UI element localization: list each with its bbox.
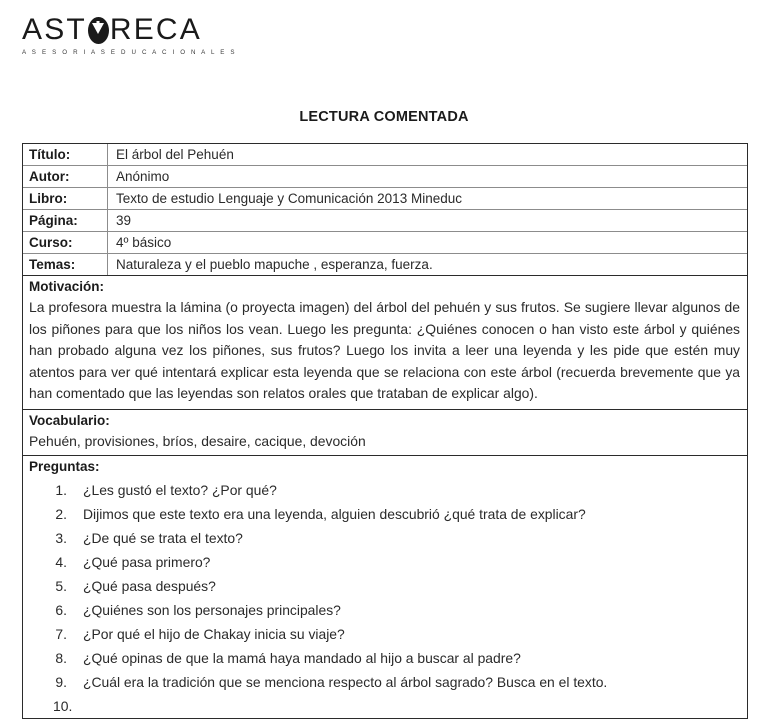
- row-value-pagina: 39: [116, 213, 132, 228]
- list-item-number: 1.: [55, 482, 67, 498]
- list-item: [23, 598, 747, 622]
- row-label-titulo: Título:: [23, 144, 108, 165]
- list-item-text: ¿Qué pasa primero?: [83, 554, 211, 570]
- row-label-pagina: Página:: [23, 210, 108, 231]
- astoreca-logo: [22, 13, 237, 56]
- section-heading-vocabulario: Vocabulario:: [29, 412, 110, 428]
- list-item: [23, 502, 747, 526]
- list-item-number: 4.: [55, 554, 67, 570]
- list-item-text: ¿Qué opinas de que la mamá haya mandado al hijo a buscar al padre?: [83, 650, 521, 666]
- section-heading-preguntas: Preguntas:: [29, 459, 100, 474]
- list-item: [23, 670, 747, 694]
- preguntas-list: [23, 476, 747, 718]
- section-text-motivacion: La profesora muestra la lámina (o proyecta imagen) del árbol del pehuén y sus frutos. Se sugiere llevar algunos de los piñones para que los niños los vean. Luego les pregunta: ¿Quiénes conocen o han visto este árbol y quiénes han probado alguna vez los piñones, sus frutos? Luego los invita a leer una leyenda y les pide que estén muy atentos para ver qué intentará explicar esta leyenda que se relaciona con este árbol (recuerda brevemente que ya han comentado que las leyendas son relatos orales que trataban de explicar algo).: [29, 299, 740, 401]
- table-row-titulo: [23, 144, 747, 166]
- list-item-number: 6.: [55, 602, 67, 618]
- row-value-curso: 4º básico: [116, 235, 172, 250]
- row-value-temas: Naturaleza y el pueblo mapuche , esperanza, fuerza.: [116, 257, 433, 272]
- section-heading-motivacion: Motivación:: [29, 279, 105, 294]
- list-item-number: 9.: [55, 674, 67, 690]
- list-item-number: 3.: [55, 530, 67, 546]
- logo-word-after: RECA: [109, 13, 202, 46]
- list-item-number: 10.: [53, 698, 73, 714]
- row-value-titulo: El árbol del Pehuén: [116, 147, 234, 162]
- list-item-text: ¿Les gustó el texto? ¿Por qué?: [83, 482, 277, 498]
- list-item-number: 2.: [55, 506, 67, 522]
- list-item-number: 5.: [55, 578, 67, 594]
- list-item-text: ¿Qué pasa después?: [83, 578, 216, 594]
- section-motivacion: [23, 276, 747, 410]
- list-item: [23, 550, 747, 574]
- section-text-vocabulario: Pehuén, provisiones, bríos, desaire, cacique, devoción: [29, 432, 366, 449]
- table-row-pagina: [23, 210, 747, 232]
- row-value-autor: Anónimo: [116, 169, 170, 184]
- section-vocabulario: [23, 410, 747, 457]
- section-preguntas: [23, 456, 747, 718]
- row-label-curso: Curso:: [23, 232, 108, 253]
- list-item: [23, 526, 747, 550]
- row-value-libro: Texto de estudio Lenguaje y Comunicación 2013 Mineduc: [116, 191, 462, 206]
- logo-tagline: A S E S O R I A S E D U C A C I O N A L E S: [22, 49, 237, 56]
- row-label-temas: Temas:: [23, 254, 108, 275]
- list-item-number: 7.: [55, 626, 67, 642]
- logo-circle-triangle-icon: [88, 17, 109, 44]
- list-item-text: [88, 694, 747, 718]
- list-item-text: ¿De qué se trata el texto?: [83, 530, 243, 546]
- list-item: [23, 694, 747, 718]
- list-item: [23, 574, 747, 598]
- list-item-text: ¿Por qué el hijo de Chakay inicia su viaje?: [83, 626, 345, 642]
- row-label-autor: Autor:: [23, 166, 108, 187]
- table-row-curso: [23, 232, 747, 254]
- table-row-temas: [23, 254, 747, 276]
- page-title: LECTURA COMENTADA: [299, 109, 469, 125]
- list-item-text: ¿Quiénes son los personajes principales?: [83, 602, 341, 618]
- list-item-text: ¿Cuál era la tradición que se menciona respecto al árbol sagrado? Busca en el texto.: [83, 674, 608, 690]
- row-label-libro: Libro:: [23, 188, 108, 209]
- list-item-text: Dijimos que este texto era una leyenda, alguien descubrió ¿qué trata de explicar?: [83, 506, 586, 522]
- logo-wordmark: [22, 14, 202, 46]
- list-item: [23, 646, 747, 670]
- list-item: [23, 478, 747, 502]
- list-item-number: 8.: [55, 650, 67, 666]
- table-row-libro: [23, 188, 747, 210]
- list-item: [23, 622, 747, 646]
- logo-word-before: AST: [22, 13, 87, 46]
- table-row-autor: [23, 166, 747, 188]
- lectura-comentada-table: [22, 143, 748, 719]
